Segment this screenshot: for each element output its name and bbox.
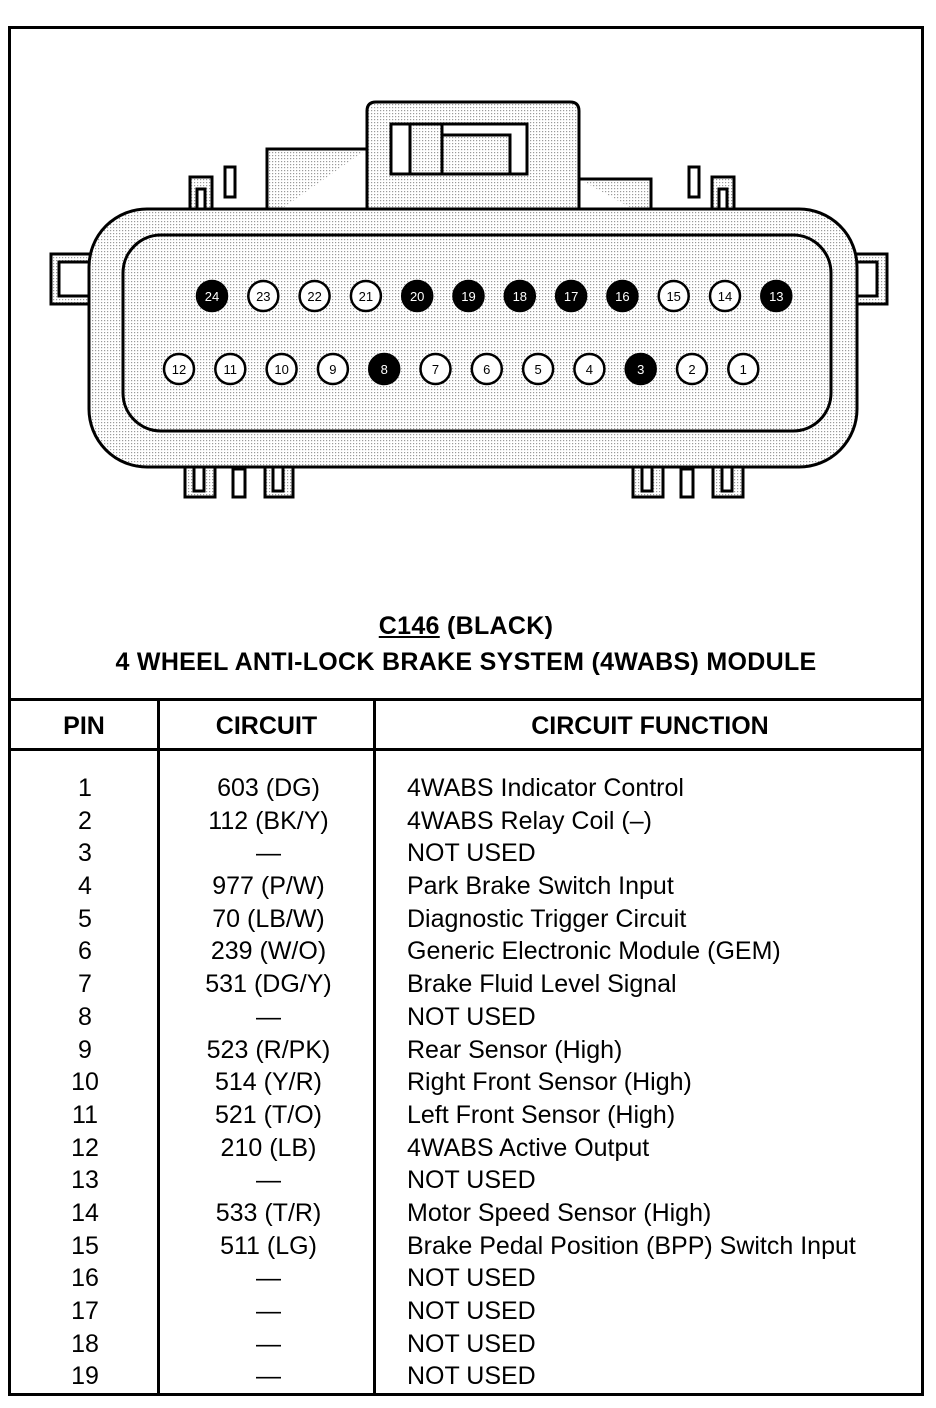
pin-label: 14 xyxy=(717,289,733,304)
connector-diagram xyxy=(11,29,923,589)
circuit-number: 239 (W/O) xyxy=(210,937,327,966)
pin-label: 4 xyxy=(585,362,594,377)
circuit-function: Brake Pedal Position (BPP) Switch Input xyxy=(407,1231,856,1260)
pin-number: 5 xyxy=(78,904,92,933)
pin-label: 5 xyxy=(534,362,542,377)
table-row xyxy=(11,903,921,936)
table-row xyxy=(11,1295,921,1328)
circuit-number: — xyxy=(256,839,281,868)
header-circuit: CIRCUIT xyxy=(215,712,318,740)
pin-number: 11 xyxy=(72,1100,98,1129)
pin-number: 10 xyxy=(71,1068,99,1097)
pin-label: 3 xyxy=(637,362,645,377)
circuit-function: NOT USED xyxy=(407,1362,536,1391)
circuit-function: 4WABS Relay Coil (–) xyxy=(407,806,652,835)
table-row xyxy=(11,1164,921,1197)
pin-cavity-13 xyxy=(761,281,791,311)
pin-cavity-12 xyxy=(164,354,194,384)
pin-label: 10 xyxy=(274,362,289,377)
table-row xyxy=(11,1001,921,1034)
pin-label: 13 xyxy=(769,289,784,304)
circuit-number: — xyxy=(256,1329,281,1358)
circuit-number: 511 (LG) xyxy=(220,1231,317,1260)
table-row xyxy=(11,1360,921,1393)
pin-cavity-2 xyxy=(677,354,707,384)
pin-cavity-17 xyxy=(556,281,586,311)
header-pin: PIN xyxy=(63,712,105,740)
pin-cavity-16 xyxy=(607,281,637,311)
pin-number: 12 xyxy=(71,1133,99,1162)
pin-number: 7 xyxy=(78,970,92,999)
table-row xyxy=(11,805,921,838)
circuit-function: Park Brake Switch Input xyxy=(407,872,674,901)
circuit-number: — xyxy=(256,1362,281,1391)
circuit-function: Motor Speed Sensor (High) xyxy=(407,1198,712,1227)
circuit-function: NOT USED xyxy=(407,1002,536,1031)
header-circuit-function: CIRCUIT FUNCTION xyxy=(531,712,769,740)
table-row xyxy=(11,772,921,805)
table-row xyxy=(11,968,921,1001)
pin-label: 22 xyxy=(307,289,322,304)
connector-color: (BLACK) xyxy=(446,612,554,640)
circuit-function: NOT USED xyxy=(407,1297,536,1325)
pin-label: 1 xyxy=(739,362,747,377)
circuit-function: 4WABS Indicator Control xyxy=(407,774,684,802)
table-row xyxy=(11,1066,921,1099)
pin-label: 7 xyxy=(431,362,440,377)
circuit-number: — xyxy=(256,1002,281,1031)
table-row xyxy=(11,1197,921,1230)
pin-cavity-23 xyxy=(248,281,278,311)
pin-label: 18 xyxy=(512,289,528,304)
circuit-function: Diagnostic Trigger Circuit xyxy=(407,904,687,933)
pin-cavity-3 xyxy=(626,354,656,384)
table-row xyxy=(11,1099,921,1132)
circuit-number: 531 (DG/Y) xyxy=(205,970,332,999)
table-row xyxy=(11,935,921,968)
pin-number: 18 xyxy=(71,1329,99,1358)
pin-number: 3 xyxy=(78,839,92,868)
table-row xyxy=(11,837,921,870)
pin-cavity-20 xyxy=(402,281,432,311)
circuit-function: Right Front Sensor (High) xyxy=(407,1068,692,1097)
circuit-function: Generic Electronic Module (GEM) xyxy=(407,937,781,966)
circuit-number: 514 (Y/R) xyxy=(215,1068,322,1097)
circuit-number: 70 (LB/W) xyxy=(212,904,325,933)
pin-cavity-22 xyxy=(300,281,330,311)
pin-number: 8 xyxy=(78,1002,92,1031)
pin-cavity-11 xyxy=(215,354,245,384)
table-row xyxy=(11,1230,921,1263)
pin-number: 13 xyxy=(71,1166,99,1195)
pin-cavity-24 xyxy=(197,281,227,311)
pin-number: 15 xyxy=(71,1231,99,1260)
pin-label: 6 xyxy=(483,362,491,377)
table-row xyxy=(11,1262,921,1295)
pin-cavity-10 xyxy=(267,354,297,384)
connector-title: 4 WHEEL ANTI-LOCK BRAKE SYSTEM (4WABS) MODULE xyxy=(115,648,817,676)
pin-table-body xyxy=(11,772,921,1393)
connector-id: C146 xyxy=(378,612,440,640)
circuit-function: Left Front Sensor (High) xyxy=(407,1100,676,1129)
pin-number: 19 xyxy=(71,1362,99,1391)
circuit-number: 210 (LB) xyxy=(220,1133,317,1162)
pin-label: 23 xyxy=(256,289,271,304)
pin-cavity-15 xyxy=(659,281,689,311)
pin-label: 2 xyxy=(688,362,696,377)
circuit-function: NOT USED xyxy=(407,1329,536,1358)
circuit-number: 603 (DG) xyxy=(217,774,320,802)
circuit-number: 977 (P/W) xyxy=(212,872,325,901)
pin-label: 11 xyxy=(223,362,238,377)
pin-label: 20 xyxy=(409,289,425,304)
circuit-function: NOT USED xyxy=(407,839,536,868)
pin-cavity-5 xyxy=(523,354,553,384)
table-top-rule xyxy=(8,698,924,701)
pin-cavity-4 xyxy=(574,354,604,384)
header-bottom-rule xyxy=(8,748,924,751)
circuit-number: 521 (T/O) xyxy=(215,1100,322,1129)
table-row xyxy=(11,1034,921,1067)
pin-number: 1 xyxy=(78,774,92,802)
pin-cavity-7 xyxy=(421,354,451,384)
pin-cavity-6 xyxy=(472,354,502,384)
pin-cavity-14 xyxy=(710,281,740,311)
pin-label: 16 xyxy=(615,289,630,304)
table-row xyxy=(11,1132,921,1165)
pin-number: 6 xyxy=(78,937,92,966)
connector-caption xyxy=(11,612,921,641)
circuit-number: 112 (BK/Y) xyxy=(208,806,329,835)
pin-label: 17 xyxy=(563,289,579,304)
circuit-function: 4WABS Active Output xyxy=(407,1133,650,1162)
pin-number: 16 xyxy=(71,1264,99,1293)
circuit-function: Rear Sensor (High) xyxy=(407,1035,623,1064)
circuit-number: 533 (T/R) xyxy=(215,1198,322,1227)
pin-cavity-18 xyxy=(505,281,535,311)
pin-label: 21 xyxy=(358,289,374,304)
pin-cavity-21 xyxy=(351,281,381,311)
pin-label: 19 xyxy=(461,289,476,304)
pin-number: 9 xyxy=(78,1035,92,1064)
pin-number: 4 xyxy=(78,872,92,901)
pin-number: 17 xyxy=(71,1297,99,1325)
table-row xyxy=(11,1328,921,1361)
pin-label: 9 xyxy=(329,362,337,377)
circuit-number: — xyxy=(256,1264,281,1293)
circuit-function: NOT USED xyxy=(407,1264,536,1293)
table-row xyxy=(11,870,921,903)
circuit-number: 523 (R/PK) xyxy=(206,1035,331,1064)
pin-cavity-9 xyxy=(318,354,348,384)
pin-label: 8 xyxy=(380,362,388,377)
pin-label: 15 xyxy=(666,289,681,304)
pin-cavity-19 xyxy=(454,281,484,311)
pin-number: 2 xyxy=(78,806,92,835)
pin-label: 12 xyxy=(171,362,187,377)
pin-label: 24 xyxy=(204,289,220,304)
circuit-number: — xyxy=(256,1297,281,1325)
circuit-number: — xyxy=(256,1166,281,1195)
circuit-function: Brake Fluid Level Signal xyxy=(407,970,677,999)
pin-cavity-8 xyxy=(369,354,399,384)
pin-number: 14 xyxy=(71,1198,99,1227)
pin-cavity-1 xyxy=(728,354,758,384)
circuit-function: NOT USED xyxy=(407,1166,536,1195)
